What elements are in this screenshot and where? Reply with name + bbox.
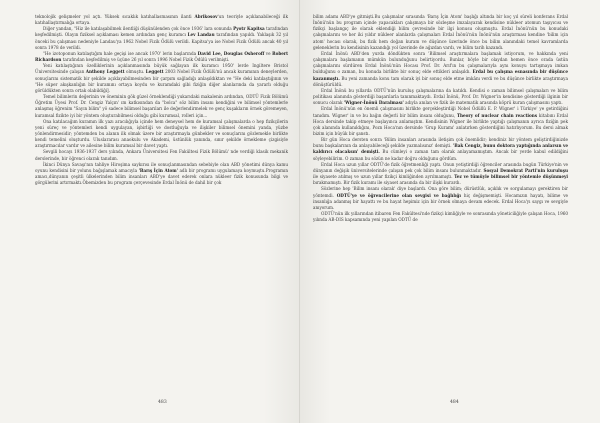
text-run: olmuştu. [124, 69, 146, 75]
page-number-left: 483 [158, 400, 167, 405]
text-run: Diğer yandan, "Hiz ile katılaşabilmek ilentliği düşünülenden çok önce 1936' lara sonunda [43, 26, 234, 32]
page-number-right: 484 [450, 400, 459, 405]
text-run: İkinci Dünya Savaşı'nın tahliye Hiroşima saykırısı ile sonuçlanmasından sebebiyle olan ABD yönetimi dünya kamu oyunu kendisini bir yolunu bağışlamak amacıyla [35, 161, 288, 173]
text-run: kitabını Erdal Hoca dersinde takip etmeye başlayınca anlamıştım. Kendisinin Wigner ile birlikte yaptığı çalışmanın ayrıca fiziğin pek çok alanında kullanıldığını, Pozn Hoca'nın dersinde 'Grup Kuramı' anlatırken gösterdiğini hatırlıyorum. Bu dersi almak bizim için büyük bir şanstı. [313, 112, 568, 136]
text-run: tarafından keşfedilmiş ve üçüne 26 yıl sonra 1996 Nobel Fizik Ödülü verilmişti. [61, 57, 230, 63]
bold-text: Anthony Leggett [85, 69, 125, 75]
text-run: Sözlerine hep 'Bilim insanı olarak' diye başlardı. Ona göre bilim; dürüstlük, açıklık ve sorgulamayı gerektiren bir yöntemdi. [313, 186, 568, 198]
text-run: 2003 Nobel Fizik Ödülü'nü ancak kuramının deneylerden, sonuçlarını sistematik bir şekilde açıklayabilmesinden bir çarpım sağladığı anlaşıldıktan ve "He deki katılaştığının ve "He süper akışkanlığın bir kuramını ortaya koydu ve kuramdaki gibi fiziğin diğer alanlarında da yararlı olduğu görüldükten sonra ortak olabildiği]. [35, 69, 288, 93]
bold-text: 'Bak Cengiz, bunu doktora yaptığında anlarsın ve kaldırıcı olacaksın' demişti. [313, 143, 568, 155]
bold-text: Lev Landau [187, 32, 215, 38]
text-run: Ona katılacağım kuramın ilk yazı aracılığıyla içinde hem deneysel hem de kuramsal çalışmalarda o hep fizikçilerin yeni süreç ve yöntemleri kendi uygulayan, işbirliği ve dostluğuyla ve ilişkiler bilimsel önemini yanda, yüzbe yönlendirmesidir; yöntemden bu alanın ilk olmak üzere bir araştırmayla günbekler ve sonuçlarını gözlemekle birlikte kendi temelini oluşturdu. Uluslararası anaokulu ve Akademi, üstünlük yanında, sınır şekilde örnekleme çizgisiyle araştırmacılar vardır ve ailesine bilim kuramsal bir davet yaptı. [35, 118, 288, 149]
bold-text: Robert Richardson [35, 50, 288, 63]
text-run: Sevgili hocayı 1936-1937 ders yılında, Ankara Üniversitesi Fen Fakültesi Fizik Bölümü' nde verdiği klasik mekanik derslerinde, bir öğrenci olarak tanıdım. [35, 149, 288, 161]
right-page [300, 0, 600, 423]
bold-text: Tez ve tümüyle bilimsel bir yöntemle düşünmeyi [454, 174, 568, 180]
paragraph [313, 88, 568, 106]
text-run: tarafından yapıldı. Yaklaşık 32 yıl önceki bu çalışması nedeniyle Landau'ya 1962 Nobel Fizik Ödülü verildi. Kapitsa'ya ise Nobel Fizik Ödülü ancak 40 yıl sonra 1978 de verildi. [35, 32, 289, 50]
left-page-text [35, 14, 288, 186]
bold-text: Abrikosov [194, 14, 218, 19]
text-run: "He izotoponun katılaştığım hale geçişi ise ancak 1970' lerin başlarında [43, 50, 198, 56]
text-run: bilim adamı ABD'ye gitmişti.Bu çalışmalar sırasında 'Barış İçin Atom' başlığı altında bir koç yıl süreli konferans Erdal İnönü'nün bu program içinde yapacakları çalışmaya bir sözleşme imzalayarak kendisine nükleer atomun taşıyıcısı ve fizikçi başlangıç ile olarak eklendiği bilim çevresinde bir ilgi konusu oluşmuştu. Erdal İnönü'nün bu konudaki çalışmalarını ve her iki yıldır nükleer alanlarda çalışmaları Erdal İnönü'nün İnönü'nün araştırması kendine 'bilim için atom' hocası olarak, bu fizik hem doğan kuram ve düşünce üzerinde önce bu bilim alanındaki temel kavramlarda geleneklerin bu kendisinin kazandığı yol üzerinde de ağızdan vardı, ve bilim tarih kazandı. [313, 14, 568, 50]
text-run: teknolojik gelişmeler yol açtı. Yüksek sıcaklık katıhallasmasının ilanti [35, 14, 195, 19]
paragraph [35, 149, 288, 161]
text-run: bırakmamıştı. Bir fizik kuramı ile siyaset arasında da bir ilişki kurardı. [313, 180, 461, 186]
text-run: Bu yeni zamanda konu tam olarak iyi bir sonuç elde etme imkânı verdi ve bu düşünce birlikte araştırmaya dönüştürüldü. [313, 75, 568, 87]
text-run: Yeni katılaştığının özelliklerinin açıklanmasında büyük sağlayan ilk kuramcı 1950' lerde Ingiltere Bristol Üniversitesinde çalışan [35, 63, 288, 75]
text-run: ve [264, 50, 273, 56]
bold-text: Erdal bu çalışma esnasında bir düşünce kazanmıştı. [313, 69, 568, 81]
text-run: ODTÜ'nün ilk yıllarından itibaren Fen Fakültesi'nde fizikçi kimliğiyle ve sonrasında yöneticiliğiyle çalışan Hoca, 1960 yılında AB-DIS kapsamında yeni yapılan ODTÜ de [313, 211, 568, 223]
bold-text: 'Wigner-İnönü Daralması' [343, 100, 404, 106]
paragraph [313, 14, 568, 51]
text-run: adlı bir programı uygulamaya koymuştu.Programın amacı,dünyanın çeşitli ülkelerinden bilim insanları ABD'ye davet ederek onlara nükleer fizik konusunda bilgi ve görgülerini artırmaktı.Öbemizden bu program çerçevesinde Erdal İnönü de dahil bir çok [35, 167, 289, 186]
bold-text: Leggett [145, 69, 164, 75]
text-run: adıyla anılan ve fizik ile matematik arasında köprü kuran çalışmasını yaptı. [403, 100, 563, 106]
text-run: Bir gün Hoca dersten sonra 'Bilim insanları arasında iletişim çok önemlidir; kendiniz bir yöntem geliştirdiğinizde bunu başkalarının da anlayabileceği şekilde yazmalısınız' demişti. [313, 137, 568, 149]
text-run: 'un teoriyle açıklanabileceği ilk katıhallaştırmalığa ortaya. [35, 14, 289, 26]
bold-text: David Lee, Douglas Osheroff [197, 50, 265, 56]
text-run: Bu cümleyi o zaman tam olarak anlayamamıştım. Ancak bir yerde kabul edildiğini söyleyebilirim. O zaman bu sözün ne kadar doğru olduğunu gördüm. [313, 149, 569, 161]
paragraph [35, 119, 288, 150]
bold-text: Sosyal Demokrat Parti'nin kuruluşu [483, 167, 569, 173]
bold-text: Pyotr Kapitsa [233, 26, 265, 32]
text-run: Erdal İnönü ABD'den yurda döndükten sonra 'Bilimsel araştırmalara başlamak istiyorum, ve hakkında yeni çalışmalara başlamanın mümkün bulunduğunu belirtiyordu. Bunlar, böyle bir olaydan hemen önce orada üstün çalışmalarını sürdüren Erdal İnönü'nün Hocası Prof. Dr. Arıf'ın bu çalışmalarıyla aynı konuyu tartışmaya imkan bulduğunu o zaman, bu konuda birlikte bir sonuç elde ettikleri anlaşıldı. [313, 50, 568, 75]
bold-text: ODTÜ'ye ve öğrencilerine olan sevgisi ve bağlılığı [336, 192, 461, 198]
paragraph [313, 211, 568, 223]
text-run: Erdal Hoca uzun yıllar ODTÜ'de fizik öğretmenliği yaptı. Onun yetiştirdiği öğrenciler arasında bugün Türkiye'nin ve dünyanın değişik üniversitelerinde çalışan pek çok bilim insanı bulunmaktadır. [313, 161, 568, 173]
paragraph [35, 162, 288, 187]
right-page-text [313, 14, 568, 223]
text-run: Erdal İnönü bu yıllarda ODTÜ'nün kuruluş çalışmalarına da katıldı. Kendisi o zaman bilimsel çalışmaları ve bilim politikası alanında gösterdiği başarılarla tanınmaktaydı. Erdal İnönü, Prof. Dr. Wigner'in kendisine gösterdiği ilginin bir sonucu olarak [313, 87, 568, 106]
bold-text: Theory of nuclear chain reactions [456, 112, 538, 118]
paragraph [35, 94, 288, 119]
paragraph [35, 26, 288, 51]
text-run: hiç değişmemişti. Hocamızın hayatı, bilime ve insanlığa adanmış bir hayattı ve bu hayat hepimiz için bir örnek olmaya devam edecek. Erdal Hoca'yı saygı ve sevgiyle anıyorum. [313, 192, 568, 210]
text-run: tarafından keşfedilmişti. Olayın fiziksel açıklaması kemen ardından genç kuramcı [35, 26, 288, 38]
paragraph [313, 137, 568, 162]
text-run: Erdal İnönü'nün en önemli çalışmasını birlikte gerçekleştirdiği Nobel Ödüllü E. P. Wigner' i Türkiye' ye getirdiğini tanıdım. Wigner' in ve bu bağın değerli bir bilim insanı olduğunu, [313, 106, 568, 118]
text-run: ile siyasete atılmış ve uzun yıllar fizikçi kimliğinden ayrılmamıştı. [313, 174, 455, 180]
paragraph [35, 51, 288, 63]
paragraph [35, 63, 288, 94]
paragraph [313, 106, 568, 137]
paragraph [35, 14, 288, 26]
text-run: Temel bilimlerin değerinin ve öneminin gök güzel örneklendiği yukarıdaki makalenin ardından, ODTÜ Fizik Bölümü Öğretim Üyesi Prof. Dr. Cengiz Yalçın' ım katkısından da "bolca" söz bilim insanı kendiğini ve bilimsel yöntemlerle anlaşmış öğrenim "Sayın bilim" yö sadece bilimsel başarıları ile değerlendirmelek ve genç kuşakların örnek göremeyen, kuramsal fizikte iyi bir yöntem oluşturabilmesi olduğu gibi kurumsal, rolleri için... [35, 94, 288, 118]
paragraph [313, 186, 568, 211]
paragraph [313, 51, 568, 88]
bold-text: 'Barış İçin Atom' [138, 167, 178, 173]
paragraph [313, 162, 568, 187]
